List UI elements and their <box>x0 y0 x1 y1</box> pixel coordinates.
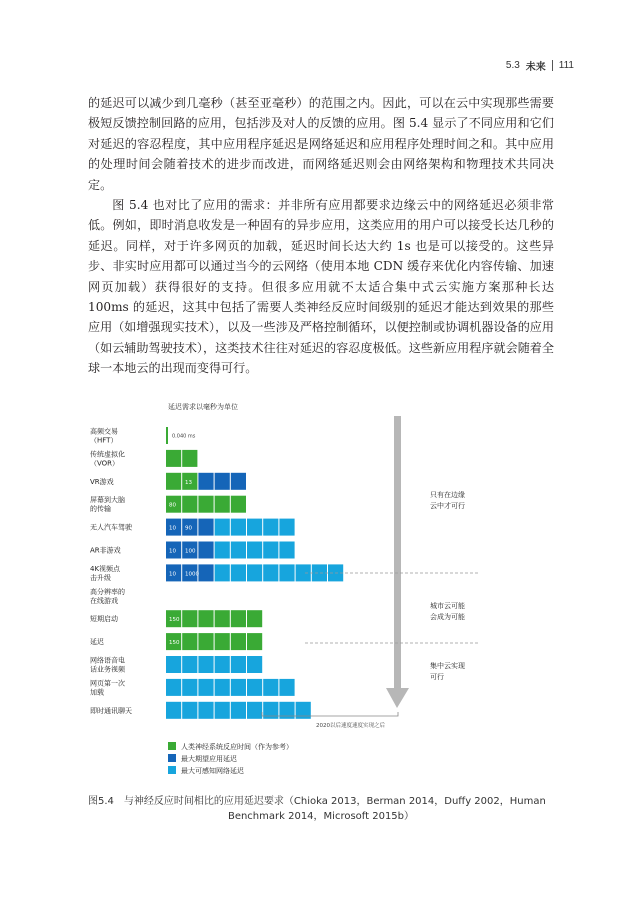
bar-segment <box>247 519 262 536</box>
axis-arrow-shaft <box>394 416 401 688</box>
bar-segment <box>166 679 181 696</box>
category-label: 延迟 <box>90 638 104 647</box>
section-title: 未来 <box>525 62 546 73</box>
data-label: 1000 <box>329 685 343 692</box>
category-label: 高频交易（HFT） <box>90 427 118 445</box>
figure-caption <box>88 794 554 824</box>
legend-label: 人类神经系统反应时间（作为参考） <box>181 743 293 751</box>
data-label: 150 <box>329 663 340 669</box>
category-label: VR游戏 <box>90 477 114 486</box>
bar-segment <box>166 450 181 467</box>
bar-segment <box>182 656 197 673</box>
bar-segment <box>198 473 213 490</box>
axis-arrow-head <box>386 688 409 708</box>
bar-segment <box>247 702 262 719</box>
bar-segment <box>198 519 213 536</box>
bar-segment <box>279 519 294 536</box>
bar-segment <box>215 519 230 536</box>
data-label: 10 <box>169 571 176 578</box>
bar-segment <box>215 702 230 719</box>
legend-label: 最大期望应用延迟 <box>181 755 237 763</box>
data-label: 1000 <box>185 571 199 578</box>
category-label: 屏幕到大脑的传输 <box>90 496 125 514</box>
bar-segment <box>182 496 197 513</box>
bar-segment <box>231 496 246 513</box>
bar-segment <box>296 564 311 581</box>
bar-segment <box>231 702 246 719</box>
category-label: 传统虚拟化（VOR） <box>90 450 125 468</box>
section-number: 5.3 <box>505 60 520 71</box>
legend-swatch <box>168 754 176 762</box>
data-label: 4000+ <box>407 708 426 715</box>
bar-segment <box>166 656 181 673</box>
bracket-label: 2020以后速度速度实现之后 <box>316 723 385 729</box>
bar-segment <box>182 702 197 719</box>
bar-segment <box>166 427 168 444</box>
legend-swatch <box>168 742 176 750</box>
data-label: 10 <box>169 548 176 555</box>
bar-segment <box>198 610 213 627</box>
zone-label: 集中云实现可行 <box>430 662 465 681</box>
category-label: 4K视频点击升级 <box>90 564 121 582</box>
data-label: 150 <box>169 617 180 624</box>
bar-segment <box>279 564 294 581</box>
bar-segment <box>215 656 230 673</box>
data-label: 0.040 ms <box>172 433 196 440</box>
bar-segment <box>263 542 278 559</box>
bar-segment <box>279 542 294 559</box>
bar-segment <box>263 519 278 536</box>
bar-segment <box>198 496 213 513</box>
caption-line: Benchmark 2014，Microsoft 2015b） <box>227 811 415 822</box>
data-label: 80 <box>169 502 176 509</box>
data-label: 13 <box>185 479 192 486</box>
chart-title: 延迟需求以毫秒为单位 <box>168 403 238 411</box>
bar-segment <box>198 656 213 673</box>
bar-segment <box>247 610 262 627</box>
paragraph: 图 5.4 也对比了应用的需求：并非所有应用都要求边缘云中的网络延迟必须非常低。例如，即时消息收发是一种固有的异步应用，这类应用的用户可以接受长达几秒的延迟。同样，对于许多网页的加载，延迟时间长达大约 1s 也是可以接受的。这些异步、非实时应用都可以通过当今的云网络（使用本地 CDN 缓存来优化内容传输、加速网页加载）获得很好的支持。但很多应用就不太适合集中式云实施方案那种长达 100ms 的延迟，这其中包括了需要人类神经反应时间级别的延迟才能达到效果的那些应用（如增强现实技术），以及一些涉及严格控制循环，以便控制或协调机器设备的应用（如云辅助驾驶技术），这类技术往往对延迟的容忍度极低。这些新应用程序就会随着全球一本地云的出现而变得可行。 <box>88 198 554 376</box>
bar-segment <box>279 679 294 696</box>
data-label: 10 <box>169 525 176 532</box>
bar-segment <box>198 679 213 696</box>
zone-label: 城市云可能会成为可能 <box>430 602 465 621</box>
category-label: AR非游戏 <box>90 546 121 555</box>
bar-segment <box>263 564 278 581</box>
page-number: 111 <box>558 60 574 71</box>
bar-segment <box>182 610 197 627</box>
paragraph: 的延迟可以减少到几毫秒（甚至亚毫秒）的范围之内。因此，可以在云中实现那些需要极短反馈控制回路的应用，包括涉及对人的反馈的应用。图 5.4 显示了不同应用和它们对延迟的容忍程度，其中应用程序延迟是网络延迟和应用程序处理时间之和。其中应用的处理时间会随着技术的进步而改进，而网络延迟则会由网络架构和物理技术共同决定。 <box>88 96 554 192</box>
bar-segment <box>166 702 181 719</box>
zone-label: 只有在边缘云中才可行 <box>430 491 465 510</box>
bar-segment <box>182 450 197 467</box>
bar-segment <box>231 656 246 673</box>
category-label: 即时通讯聊天 <box>90 706 132 715</box>
bar-segment <box>215 473 230 490</box>
data-label: 90 <box>185 525 192 532</box>
bar-segment <box>247 564 262 581</box>
bar-segment <box>231 519 246 536</box>
category-label: 网页第一次加载 <box>90 679 125 697</box>
bar-segment <box>231 610 246 627</box>
bar-segment <box>247 656 262 673</box>
bar-segment <box>231 633 246 650</box>
bar-segment <box>231 564 246 581</box>
category-label: 高分辨率的在线游戏 <box>90 587 125 605</box>
legend-label: 最大可感知网络延迟 <box>181 767 244 775</box>
bar-segment <box>182 633 197 650</box>
bar-segment <box>231 542 246 559</box>
bar-segment <box>198 542 213 559</box>
bar-segment <box>263 679 278 696</box>
category-label: 短期启动 <box>90 615 118 624</box>
bar-segment <box>215 542 230 559</box>
bar-segment <box>247 542 262 559</box>
bar-segment <box>215 679 230 696</box>
bar-segment <box>215 633 230 650</box>
category-label: 网络语音电话业务视频 <box>90 656 125 674</box>
bar-segment <box>198 702 213 719</box>
category-label: 无人汽车驾驶 <box>90 523 132 532</box>
bar-segment <box>215 610 230 627</box>
bar-segment <box>166 473 181 490</box>
bar-segment <box>215 564 230 581</box>
bar-segment <box>231 473 246 490</box>
bar-segment <box>182 679 197 696</box>
bar-segment <box>247 633 262 650</box>
bar-segment <box>247 679 262 696</box>
bar-segment <box>198 564 213 581</box>
caption-line: 图5.4 与神经反应时间相比的应用延迟要求（Chioka 2013，Berman 2014，Duffy 2002，Human <box>88 796 546 807</box>
legend-swatch <box>168 766 176 774</box>
bar-segment <box>198 633 213 650</box>
bar-segment <box>231 679 246 696</box>
bar-segment <box>215 496 230 513</box>
bar-segment <box>312 564 327 581</box>
data-label: 100 <box>185 548 196 555</box>
data-label: 150 <box>169 640 180 647</box>
